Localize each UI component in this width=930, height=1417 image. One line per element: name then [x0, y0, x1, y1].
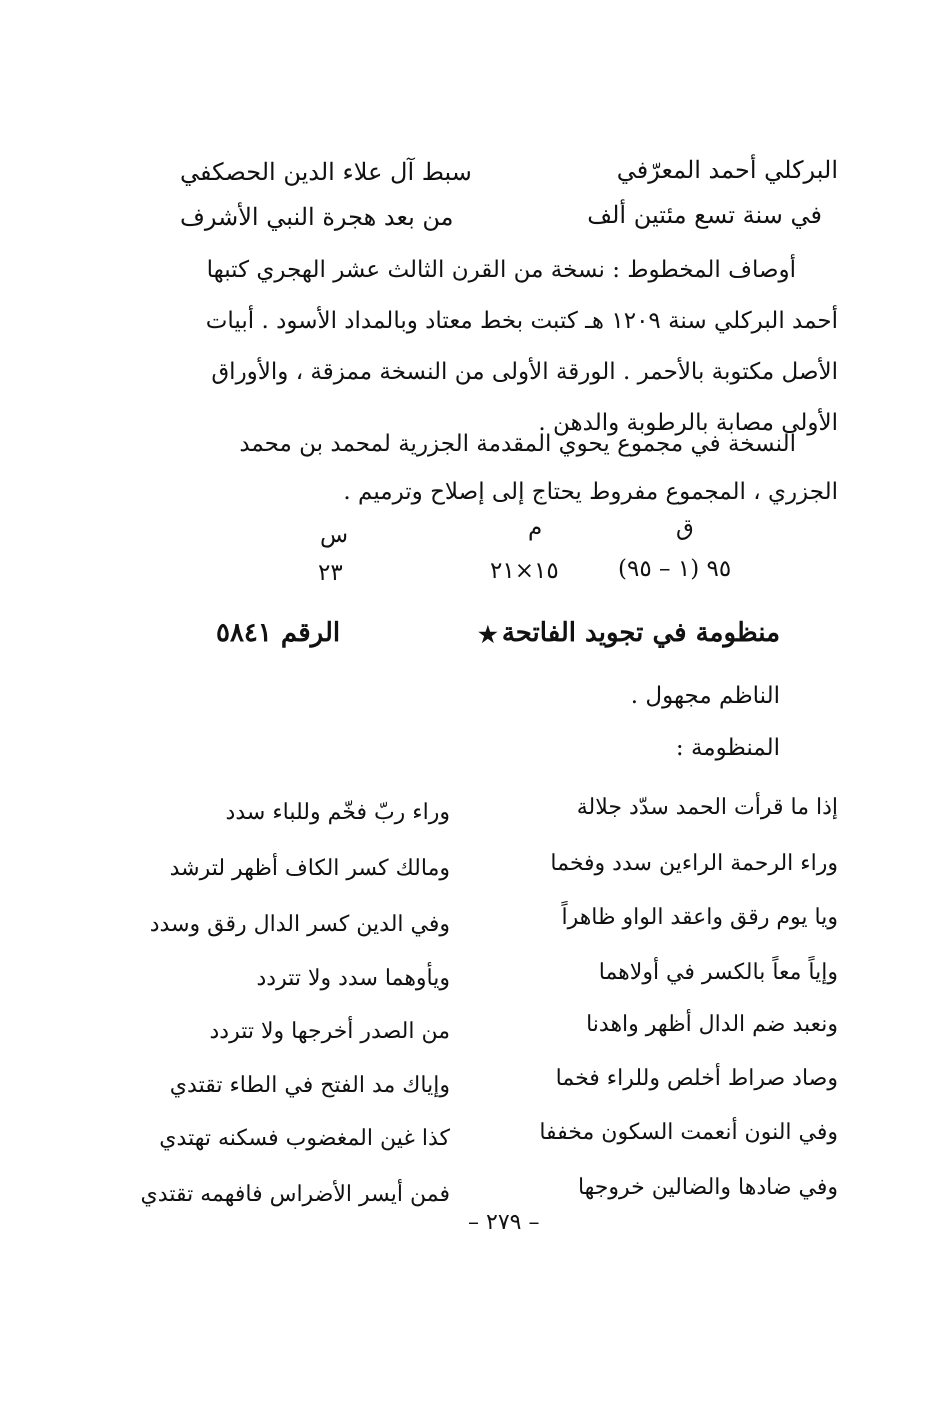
- description-line: الأولى مصابة بالرطوبة والدهن .: [538, 410, 838, 436]
- poem-verse-left: وإياك مد الفتح في الطاء تقتدي: [169, 1073, 450, 1098]
- star-icon: ★: [478, 622, 498, 648]
- header-verse-2-left: من بعد هجرة النبي الأشرف: [180, 203, 454, 231]
- author-line: الناظم مجهول .: [630, 683, 780, 709]
- collection-line: النسخة في مجموع يحوي المقدمة الجزرية لمحمد بن محمد: [239, 431, 796, 457]
- table-value-s: ٢٣: [318, 560, 343, 586]
- header-verse-1-left: سبط آل علاء الدين الحصكفي: [180, 158, 472, 186]
- poem-verse-right: وصاد صراط أخلص وللراء فخما: [555, 1066, 838, 1091]
- poem-verse-left: كذا غين المغضوب فسكنه تهتدي: [159, 1126, 450, 1151]
- table-header-m: م: [528, 515, 543, 541]
- page-number: – ٢٧٩ –: [468, 1210, 540, 1235]
- entry-title: منظومة في تجويد الفاتحة: [501, 618, 780, 648]
- table-header-q: ق: [676, 515, 694, 541]
- poem-verse-left: من الصدر أخرجها ولا تتردد: [209, 1019, 450, 1044]
- entry-number: الرقم ٥٨٤١: [216, 618, 341, 648]
- poem-verse-left: ومالك كسر الكاف أظهر لترشد: [169, 856, 450, 881]
- collection-line: الجزري ، المجموع مفروط يحتاج إلى إصلاح وترميم .: [343, 479, 838, 505]
- table-value-m: ١٥×٢١: [490, 558, 559, 584]
- poem-verse-right: ويا يوم رقق واعقد الواو ظاهراً: [561, 905, 838, 930]
- poem-label: المنظومة :: [675, 735, 780, 761]
- description-line: أوصاف المخطوط : نسخة من القرن الثالث عشر الهجري كتبها: [206, 257, 796, 283]
- poem-verse-left: فمن أيسر الأضراس فافهمه تقتدي: [140, 1182, 450, 1207]
- poem-verse-right: إذا ما قرأت الحمد سدّد جلالة: [576, 795, 838, 820]
- poem-verse-left: ويأوهما سدد ولا تتردد: [256, 966, 450, 991]
- header-verse-2-right: في سنة تسع مئتين ألف: [587, 201, 822, 229]
- poem-verse-left: وراء ربّ فخّم وللباء سدد: [225, 800, 450, 825]
- poem-verse-right: وفي النون أنعمت السكون مخففا: [539, 1120, 838, 1145]
- description-line: أحمد البركلي سنة ١٢٠٩ هـ كتبت بخط معتاد وبالمداد الأسود . أبيات: [205, 308, 838, 334]
- description-line: الأصل مكتوبة بالأحمر . الورقة الأولى من النسخة ممزقة ، والأوراق: [211, 359, 838, 385]
- poem-verse-right: وإياً معاً بالكسر في أولاهما: [598, 960, 838, 985]
- poem-verse-right: وراء الرحمة الراءين سدد وفخما: [550, 851, 838, 876]
- poem-verse-right: وفي ضادها والضالين خروجها: [577, 1175, 838, 1200]
- collection-note: [188, 420, 838, 516]
- manuscript-description: [188, 245, 838, 449]
- table-value-q: ٩٥ (١ – ٩٥): [618, 556, 732, 582]
- table-header-s: س: [320, 522, 349, 548]
- poem-verse-right: ونعبد ضم الدال أظهر واهدنا: [586, 1012, 838, 1037]
- header-verse-1-right: البركلي أحمد المعرّفي: [616, 156, 838, 184]
- poem-verse-left: وفي الدين كسر الدال رقق وسدد: [149, 912, 450, 937]
